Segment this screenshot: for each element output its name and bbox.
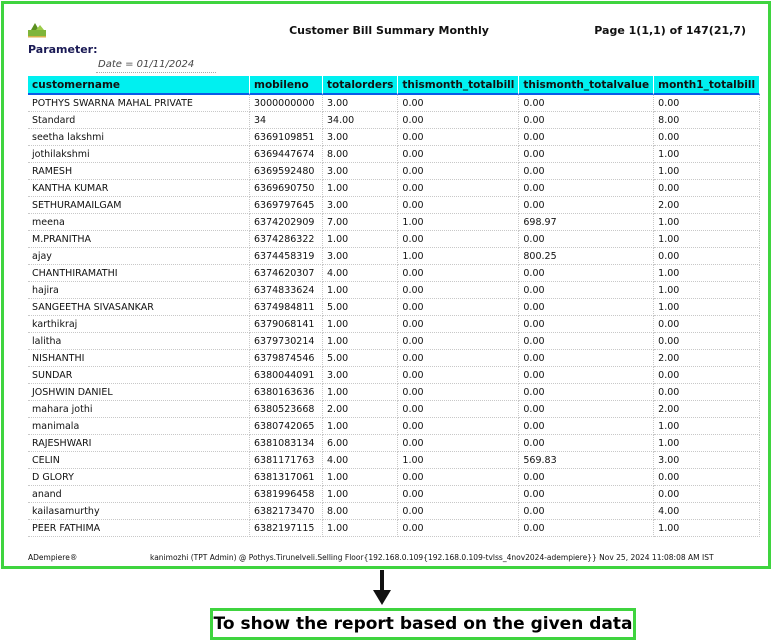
table-cell-mobileno: 6380523668 [250,401,323,418]
table-cell-month1_totalbill: 1.00 [654,163,760,180]
table-cell-thismonth_totalvalue: 0.00 [519,146,654,163]
table-cell-totalorders: 1.00 [323,520,398,537]
report-title: Customer Bill Summary Monthly [289,24,489,37]
table-cell-customername: CHANTHIRAMATHI [28,265,250,282]
table-cell-customername: SANGEETHA SIVASANKAR [28,299,250,316]
table-cell-totalorders: 1.00 [323,486,398,503]
table-cell-thismonth_totalbill: 1.00 [398,452,519,469]
table-cell-mobileno: 6379874546 [250,350,323,367]
column-header-mobileno: mobileno [250,76,323,95]
table-cell-customername: CELIN [28,452,250,469]
arrow-down-icon [372,570,392,606]
table-cell-month1_totalbill: 1.00 [654,231,760,248]
table-row [28,299,760,316]
table-cell-customername: meena [28,214,250,231]
table-cell-customername: ajay [28,248,250,265]
table-cell-customername: hajira [28,282,250,299]
table-body [28,95,760,537]
table-cell-customername: mahara jothi [28,401,250,418]
table-cell-customername: lalitha [28,333,250,350]
table-row [28,231,760,248]
table-cell-totalorders: 4.00 [323,265,398,282]
table-cell-thismonth_totalvalue: 569.83 [519,452,654,469]
table-cell-thismonth_totalbill: 0.00 [398,435,519,452]
table-cell-thismonth_totalbill: 0.00 [398,197,519,214]
table-cell-customername: karthikraj [28,316,250,333]
table-row [28,367,760,384]
column-header-totalorders: totalorders [323,76,398,95]
table-cell-mobileno: 6374286322 [250,231,323,248]
table-cell-customername: NISHANTHI [28,350,250,367]
table-cell-mobileno: 6382197115 [250,520,323,537]
table-cell-thismonth_totalbill: 0.00 [398,146,519,163]
table-cell-thismonth_totalvalue: 0.00 [519,418,654,435]
table-row [28,350,760,367]
table-cell-thismonth_totalvalue: 0.00 [519,333,654,350]
table-cell-month1_totalbill: 0.00 [654,333,760,350]
table-cell-totalorders: 1.00 [323,418,398,435]
table-cell-month1_totalbill: 0.00 [654,95,760,112]
table-row [28,486,760,503]
table-cell-mobileno: 6374620307 [250,265,323,282]
table-cell-month1_totalbill: 0.00 [654,129,760,146]
table-row [28,520,760,537]
table-cell-mobileno: 6374202909 [250,214,323,231]
table-cell-customername: RAJESHWARI [28,435,250,452]
table-cell-thismonth_totalbill: 0.00 [398,486,519,503]
column-header-month1_totalbill: month1_totalbill [654,76,760,95]
table-cell-thismonth_totalbill: 0.00 [398,299,519,316]
table-cell-thismonth_totalbill: 0.00 [398,163,519,180]
table-cell-thismonth_totalvalue: 0.00 [519,435,654,452]
parameter-label: Parameter: [28,43,98,56]
table-cell-month1_totalbill: 1.00 [654,282,760,299]
table-cell-thismonth_totalbill: 0.00 [398,95,519,112]
table-cell-thismonth_totalvalue: 0.00 [519,180,654,197]
table-cell-month1_totalbill: 0.00 [654,486,760,503]
table-row [28,197,760,214]
table-row [28,95,760,112]
table-cell-thismonth_totalbill: 0.00 [398,367,519,384]
table-cell-customername: SUNDAR [28,367,250,384]
table-cell-customername: POTHYS SWARNA MAHAL PRIVATE [28,95,250,112]
table-cell-mobileno: 6369797645 [250,197,323,214]
table-cell-customername: anand [28,486,250,503]
table-cell-month1_totalbill: 0.00 [654,316,760,333]
table-cell-customername: manimala [28,418,250,435]
table-cell-thismonth_totalbill: 0.00 [398,333,519,350]
table-cell-thismonth_totalvalue: 0.00 [519,367,654,384]
report-table [28,76,760,537]
table-cell-thismonth_totalvalue: 0.00 [519,350,654,367]
table-cell-thismonth_totalvalue: 0.00 [519,265,654,282]
table-cell-mobileno: 6374833624 [250,282,323,299]
table-cell-thismonth_totalvalue: 0.00 [519,282,654,299]
table-cell-thismonth_totalvalue: 0.00 [519,520,654,537]
page-indicator: Page 1(1,1) of 147(21,7) [594,24,746,37]
table-cell-thismonth_totalbill: 0.00 [398,112,519,129]
table-cell-mobileno: 6381996458 [250,486,323,503]
column-header-thismonth_totalbill: thismonth_totalbill [398,76,519,95]
table-cell-thismonth_totalbill: 0.00 [398,503,519,520]
table-cell-thismonth_totalvalue: 0.00 [519,163,654,180]
column-header-customername: customername [28,76,250,95]
table-cell-month1_totalbill: 1.00 [654,214,760,231]
table-cell-thismonth_totalvalue: 0.00 [519,129,654,146]
table-cell-month1_totalbill: 0.00 [654,367,760,384]
divider [96,72,216,73]
table-row [28,214,760,231]
table-cell-month1_totalbill: 1.00 [654,299,760,316]
table-header-row [28,76,760,95]
table-cell-totalorders: 1.00 [323,316,398,333]
table-row [28,265,760,282]
table-row [28,112,760,129]
column-header-thismonth_totalvalue: thismonth_totalvalue [519,76,654,95]
table-cell-month1_totalbill: 1.00 [654,418,760,435]
table-cell-month1_totalbill: 0.00 [654,248,760,265]
table-cell-thismonth_totalbill: 0.00 [398,282,519,299]
table-cell-totalorders: 1.00 [323,469,398,486]
table-cell-totalorders: 6.00 [323,435,398,452]
table-cell-mobileno: 6369109851 [250,129,323,146]
table-cell-totalorders: 8.00 [323,503,398,520]
table-cell-thismonth_totalbill: 0.00 [398,265,519,282]
table-row [28,469,760,486]
table-cell-thismonth_totalbill: 0.00 [398,418,519,435]
table-cell-mobileno: 6379068141 [250,316,323,333]
table-cell-mobileno: 6369690750 [250,180,323,197]
table-cell-month1_totalbill: 8.00 [654,112,760,129]
table-cell-thismonth_totalvalue: 0.00 [519,197,654,214]
table-cell-mobileno: 6374984811 [250,299,323,316]
table-cell-thismonth_totalvalue: 0.00 [519,401,654,418]
table-cell-totalorders: 2.00 [323,401,398,418]
table-cell-mobileno: 6382173470 [250,503,323,520]
table-row [28,384,760,401]
table-cell-thismonth_totalvalue: 698.97 [519,214,654,231]
table-row [28,180,760,197]
table-cell-month1_totalbill: 2.00 [654,401,760,418]
table-cell-customername: SETHURAMAILGAM [28,197,250,214]
table-cell-month1_totalbill: 2.00 [654,197,760,214]
table-cell-totalorders: 1.00 [323,384,398,401]
table-cell-thismonth_totalbill: 1.00 [398,214,519,231]
table-cell-thismonth_totalbill: 0.00 [398,316,519,333]
table-cell-totalorders: 5.00 [323,299,398,316]
table-cell-totalorders: 8.00 [323,146,398,163]
table-cell-customername: M.PRANITHA [28,231,250,248]
table-cell-thismonth_totalvalue: 0.00 [519,316,654,333]
table-cell-thismonth_totalvalue: 0.00 [519,112,654,129]
table-cell-thismonth_totalbill: 0.00 [398,520,519,537]
table-row [28,129,760,146]
table-cell-mobileno: 6369592480 [250,163,323,180]
table-cell-mobileno: 6381317061 [250,469,323,486]
caption-label: To show the report based on the given data [210,608,636,640]
table-cell-month1_totalbill: 0.00 [654,384,760,401]
table-cell-month1_totalbill: 2.00 [654,350,760,367]
table-cell-totalorders: 5.00 [323,350,398,367]
table-cell-totalorders: 1.00 [323,333,398,350]
table-cell-mobileno: 34 [250,112,323,129]
table-cell-totalorders: 3.00 [323,197,398,214]
table-cell-month1_totalbill: 1.00 [654,435,760,452]
table-cell-mobileno: 3000000000 [250,95,323,112]
date-parameter: Date = 01/11/2024 [98,59,195,70]
table-row [28,163,760,180]
table-cell-thismonth_totalvalue: 0.00 [519,231,654,248]
table-cell-totalorders: 34.00 [323,112,398,129]
table-cell-customername: RAMESH [28,163,250,180]
table-cell-customername: D GLORY [28,469,250,486]
table-row [28,316,760,333]
table-cell-thismonth_totalbill: 0.00 [398,231,519,248]
table-cell-mobileno: 6380742065 [250,418,323,435]
table-cell-totalorders: 1.00 [323,282,398,299]
table-row [28,435,760,452]
table-cell-totalorders: 1.00 [323,231,398,248]
footer-session-info: kanimozhi (TPT Admin) @ Pothys.Tirunelveli.Selling Floor{192.168.0.109{192.168.0.109-tvlss_4nov2024-adempiere}} Nov 25, 2024 11:08:08 AM IST [150,553,714,562]
table-cell-thismonth_totalvalue: 0.00 [519,486,654,503]
table-cell-totalorders: 3.00 [323,367,398,384]
table-cell-thismonth_totalbill: 0.00 [398,469,519,486]
table-cell-month1_totalbill: 4.00 [654,503,760,520]
table-cell-totalorders: 3.00 [323,248,398,265]
table-cell-month1_totalbill: 0.00 [654,469,760,486]
table-cell-customername: kailasamurthy [28,503,250,520]
table-cell-totalorders: 1.00 [323,180,398,197]
table-cell-thismonth_totalbill: 0.00 [398,384,519,401]
table-cell-totalorders: 7.00 [323,214,398,231]
table-cell-mobileno: 6381171763 [250,452,323,469]
table-cell-mobileno: 6374458319 [250,248,323,265]
table-row [28,401,760,418]
table-cell-thismonth_totalbill: 0.00 [398,350,519,367]
table-cell-thismonth_totalbill: 0.00 [398,401,519,418]
table-cell-thismonth_totalvalue: 0.00 [519,299,654,316]
table-cell-month1_totalbill: 1.00 [654,146,760,163]
table-cell-mobileno: 6380163636 [250,384,323,401]
table-cell-month1_totalbill: 3.00 [654,452,760,469]
table-cell-customername: KANTHA KUMAR [28,180,250,197]
table-cell-thismonth_totalvalue: 0.00 [519,384,654,401]
table-row [28,452,760,469]
footer-brand: ADempiere® [28,553,78,562]
table-cell-mobileno: 6379730214 [250,333,323,350]
table-cell-customername: jothilakshmi [28,146,250,163]
table-cell-month1_totalbill: 1.00 [654,520,760,537]
table-cell-totalorders: 3.00 [323,129,398,146]
table-cell-customername: JOSHWIN DANIEL [28,384,250,401]
table-cell-month1_totalbill: 0.00 [654,180,760,197]
table-cell-totalorders: 4.00 [323,452,398,469]
table-cell-mobileno: 6369447674 [250,146,323,163]
table-cell-thismonth_totalbill: 0.00 [398,180,519,197]
table-cell-customername: Standard [28,112,250,129]
table-cell-thismonth_totalbill: 0.00 [398,129,519,146]
table-row [28,248,760,265]
table-row [28,503,760,520]
table-row [28,418,760,435]
report-frame [1,1,771,569]
table-cell-totalorders: 3.00 [323,163,398,180]
table-cell-mobileno: 6380044091 [250,367,323,384]
table-cell-totalorders: 3.00 [323,95,398,112]
table-row [28,146,760,163]
table-cell-thismonth_totalvalue: 0.00 [519,503,654,520]
table-cell-thismonth_totalvalue: 0.00 [519,95,654,112]
table-cell-month1_totalbill: 1.00 [654,265,760,282]
table-cell-thismonth_totalbill: 1.00 [398,248,519,265]
table-cell-thismonth_totalvalue: 0.00 [519,469,654,486]
table-cell-customername: seetha lakshmi [28,129,250,146]
table-row [28,333,760,350]
table-cell-thismonth_totalvalue: 800.25 [519,248,654,265]
table-cell-mobileno: 6381083134 [250,435,323,452]
table-cell-customername: PEER FATHIMA [28,520,250,537]
table-row [28,282,760,299]
